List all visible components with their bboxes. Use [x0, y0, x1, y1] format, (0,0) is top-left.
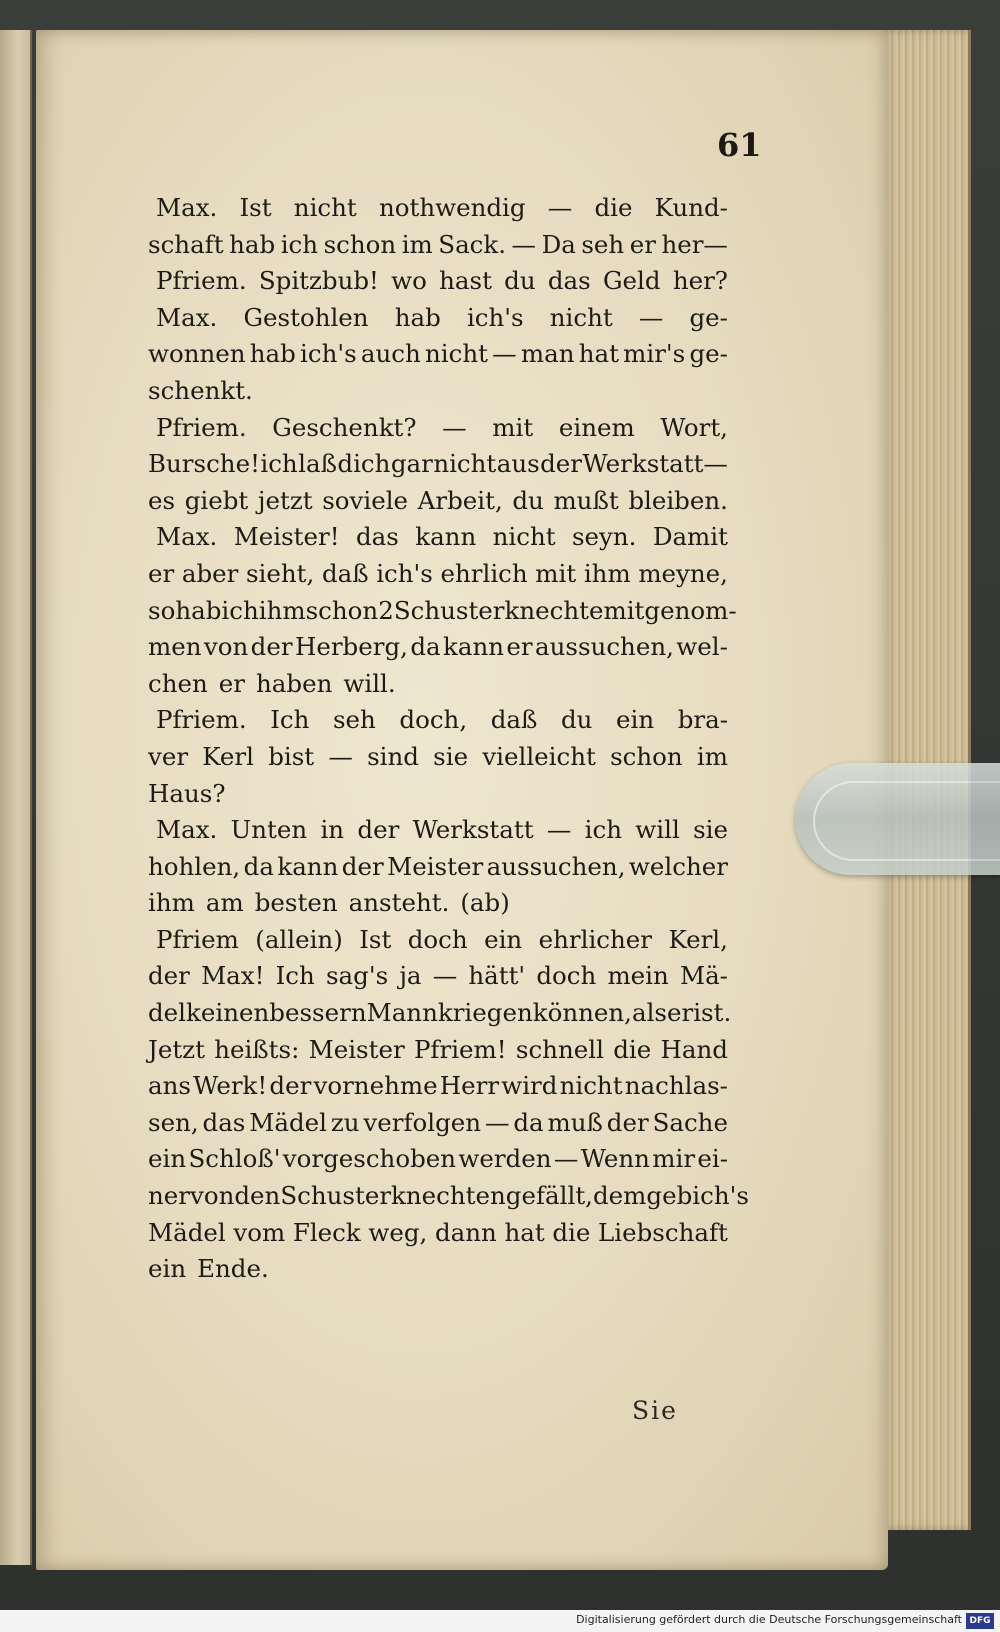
word: Meister [387, 851, 484, 881]
word: jetzt [257, 485, 313, 515]
word: heißts: [214, 1034, 300, 1064]
word: den [234, 1181, 281, 1211]
word: Sack. [438, 229, 507, 259]
page-number: 61 [717, 126, 762, 164]
text-line [148, 263, 728, 300]
text-line [148, 519, 728, 556]
word: mir [652, 1144, 696, 1174]
word: können, [532, 998, 632, 1028]
word: Schusterknechten [280, 1181, 506, 1211]
word: hat [504, 1217, 545, 1247]
word: ist. [693, 998, 732, 1028]
word: sie [693, 815, 728, 845]
word: hab [229, 229, 276, 259]
word: dann [434, 1217, 497, 1247]
word: sind [367, 741, 419, 771]
word: ihm [258, 595, 306, 625]
word: gefällt, [505, 1181, 593, 1211]
word: der [606, 1107, 649, 1137]
word: nachlas- [624, 1071, 728, 1101]
word: er [148, 558, 175, 588]
word: im [401, 229, 433, 259]
word: giebt [184, 485, 249, 515]
word: Geschenkt? [272, 412, 417, 442]
word: die [613, 1034, 652, 1064]
page-clip-highlight [813, 781, 1000, 861]
word: dich [337, 449, 391, 479]
word: Hand [660, 1034, 728, 1064]
word: die [594, 193, 633, 222]
word: Wenn [580, 1144, 650, 1174]
word: wird [501, 1071, 558, 1101]
word: schenkt. [148, 375, 253, 405]
word: Kerl [202, 741, 254, 771]
text-line [148, 629, 728, 666]
word: ich's [376, 558, 433, 588]
text-line [148, 593, 737, 630]
word: mußt [553, 485, 619, 515]
word: Geld [602, 266, 661, 296]
word: ein [484, 924, 523, 954]
word: Ist [239, 193, 272, 222]
word: hab [394, 302, 441, 332]
word: soviele [322, 485, 409, 515]
word: 2 [378, 595, 394, 625]
word: das [202, 1107, 246, 1137]
word: Kund- [654, 193, 728, 222]
word: (allein) [255, 924, 343, 954]
word: von [203, 632, 249, 662]
word: weg, [368, 1217, 428, 1247]
word: Ich [275, 961, 315, 991]
text-line [148, 1141, 728, 1178]
word: haben [256, 668, 333, 698]
text-line [148, 1215, 728, 1252]
word: aussuchen, [535, 632, 674, 662]
word: wonnen [148, 339, 246, 369]
word: hast [439, 266, 492, 296]
word: — [546, 815, 572, 845]
word: ge- [689, 339, 728, 369]
word: bra- [677, 705, 728, 735]
word: kann [415, 522, 477, 552]
word: — [484, 1107, 510, 1137]
word: chen [148, 668, 208, 698]
word: — [511, 229, 537, 259]
text-line [148, 812, 728, 849]
word: der [341, 851, 384, 881]
word: doch [536, 961, 597, 991]
word: besten [254, 888, 338, 918]
text-line [148, 373, 728, 410]
word: muß [547, 1107, 603, 1137]
word: in [320, 815, 345, 845]
word: — [553, 1144, 579, 1174]
word: nicht [425, 339, 488, 369]
word: der [540, 449, 583, 479]
text-line [148, 1105, 728, 1142]
word: Pfriem. [156, 705, 247, 735]
word: doch, [399, 705, 468, 735]
text-line [148, 190, 728, 227]
word: ich's [300, 339, 357, 369]
text-line [148, 1032, 728, 1069]
word: ans [148, 1071, 191, 1101]
word: ihm [148, 888, 195, 918]
word: ein [148, 1144, 187, 1174]
word: Pfriem. [156, 266, 247, 296]
word: her? [672, 266, 728, 296]
word: man [520, 339, 575, 369]
word: Unten [230, 815, 308, 845]
word: er [666, 998, 694, 1028]
word: er [506, 632, 533, 662]
word: auch [360, 339, 421, 369]
text-line [148, 410, 728, 447]
word: Meister [308, 1034, 405, 1064]
word: keinen [186, 998, 270, 1028]
word: ich [260, 449, 298, 479]
word: einem [558, 412, 635, 442]
word: ge- [689, 302, 728, 332]
word: Werk! [193, 1071, 268, 1101]
word: ei- [697, 1144, 728, 1174]
word: mit [492, 412, 534, 442]
word: der [269, 1071, 312, 1101]
text-line [148, 556, 728, 593]
word: daß [321, 558, 369, 588]
word: ansteht. [348, 888, 450, 918]
word: doch [407, 924, 468, 954]
text-line [148, 300, 728, 337]
word: die [552, 1217, 591, 1247]
word: — [492, 339, 517, 369]
word: her— [661, 229, 728, 259]
word: hab [175, 595, 222, 625]
word: kann [277, 851, 339, 881]
text-line [148, 702, 728, 739]
word: er [629, 229, 656, 259]
word: del [148, 998, 187, 1028]
word: dem [592, 1181, 647, 1211]
word: das [547, 266, 591, 296]
word: Mä- [679, 961, 728, 991]
word: vielleicht [482, 741, 596, 771]
word: der [148, 961, 190, 991]
word: du [504, 266, 536, 296]
word: ihm [583, 558, 631, 588]
word: als [631, 998, 667, 1028]
text-line [148, 739, 728, 776]
word: — [547, 193, 573, 222]
word: sen, [148, 1107, 199, 1137]
word: Spitzbub! [258, 266, 379, 296]
text-line [148, 885, 728, 922]
word: sie [433, 741, 469, 771]
word: — [328, 741, 353, 771]
word: schon [610, 741, 683, 771]
text-line [148, 336, 728, 373]
word: im [696, 741, 728, 771]
footer-bar [0, 1610, 1000, 1632]
word: Gestohlen [243, 302, 369, 332]
text-line [148, 446, 728, 483]
word: schnell [515, 1034, 604, 1064]
word: — [638, 302, 664, 332]
word: mit [535, 558, 577, 588]
word: Ich [270, 705, 310, 735]
word: der [250, 632, 293, 662]
word: werden [458, 1144, 552, 1174]
word: Pfriem! [413, 1034, 507, 1064]
word: nicht [433, 449, 497, 479]
word: das [355, 522, 399, 552]
left-page-edge [0, 30, 32, 1565]
word: Ende. [197, 1254, 269, 1284]
word: Max. [156, 302, 218, 332]
word: ich's [692, 1181, 749, 1211]
word: nicht [549, 302, 613, 332]
text-line [148, 483, 728, 520]
word: laß [298, 449, 337, 479]
text-line [148, 776, 728, 813]
word: meyne, [638, 558, 728, 588]
word: ehrlich [440, 558, 528, 588]
word: schon [323, 229, 397, 259]
word: Pfriem [156, 924, 239, 954]
word: Fleck [292, 1217, 361, 1247]
word: — [432, 961, 458, 991]
word: ja [399, 961, 422, 991]
word: du [512, 485, 544, 515]
word: vornehme [313, 1071, 438, 1101]
word: Max. [156, 522, 218, 552]
word: ich [584, 815, 622, 845]
word: Herberg, [294, 632, 408, 662]
word: vom [233, 1217, 286, 1247]
word: wel- [676, 632, 728, 662]
word: wo [391, 266, 427, 296]
word: Wort, [660, 412, 728, 442]
word: ein [148, 1254, 187, 1284]
word: Da [541, 229, 576, 259]
word: nicht [492, 522, 556, 552]
text-line [148, 922, 728, 959]
text-line [148, 995, 732, 1032]
word: aus [496, 449, 540, 479]
word: Jetzt [148, 1034, 205, 1064]
word: Kerl, [668, 924, 728, 954]
word: ich [221, 595, 259, 625]
word: seh [581, 229, 625, 259]
word: seh [332, 705, 376, 735]
text-line [148, 666, 728, 703]
word: hab [249, 339, 296, 369]
word: mein [607, 961, 669, 991]
word: mitgenom- [603, 595, 737, 625]
word: daß [490, 705, 538, 735]
word: ner [148, 1181, 190, 1211]
word: Mädel [148, 1217, 226, 1247]
word: Max! [201, 961, 265, 991]
word: gar [390, 449, 433, 479]
catchword: Sie [632, 1396, 678, 1425]
word: Mann [366, 998, 438, 1028]
word: nicht [293, 193, 357, 222]
word: men [148, 632, 202, 662]
word: kriegen [437, 998, 533, 1028]
text-line [148, 849, 728, 886]
word: sieht, [245, 558, 315, 588]
word: von [190, 1181, 235, 1211]
word: verfolgen [363, 1107, 482, 1137]
word: er [218, 668, 246, 698]
word: da [410, 632, 441, 662]
word: bist [268, 741, 315, 771]
word: Schloß' [188, 1144, 281, 1174]
word: zu [330, 1107, 360, 1137]
word: hohlen, [148, 851, 241, 881]
word: bessern [269, 998, 367, 1028]
word: es [148, 485, 176, 515]
word: geb [646, 1181, 693, 1211]
word: will [635, 815, 680, 845]
footer-credit: Digitalisierung gefördert durch die Deutsche Forschungsgemeinschaft [576, 1613, 962, 1626]
word: — [442, 412, 467, 442]
word: ver [148, 741, 189, 771]
word: ich [280, 229, 319, 259]
word: Liebschaft [598, 1217, 728, 1247]
word: bleiben. [628, 485, 728, 515]
word: will. [343, 668, 396, 698]
word: Werkstatt [412, 815, 534, 845]
word: Schusterknechte [393, 595, 604, 625]
text-line [148, 1251, 728, 1288]
word: aussuchen, [486, 851, 626, 881]
word: ein [616, 705, 655, 735]
word: Haus? [148, 778, 226, 808]
word: Meister! [233, 522, 340, 552]
word: Herr [439, 1071, 500, 1101]
word: Arbeit, [417, 485, 503, 515]
word: kann [443, 632, 505, 662]
word: hätt' [468, 961, 526, 991]
word: seyn. [571, 522, 637, 552]
text-line [148, 1178, 749, 1215]
word: sag's [325, 961, 389, 991]
word: schon [305, 595, 379, 625]
word: du [560, 705, 593, 735]
page-clip [795, 763, 1000, 875]
word: mir's [623, 339, 686, 369]
word: nothwendig [378, 193, 526, 222]
word: hat [578, 339, 619, 369]
word: (ab) [460, 888, 510, 918]
word: am [205, 888, 244, 918]
word: Damit [652, 522, 728, 552]
page-text [148, 190, 749, 1288]
word: Ist [359, 924, 392, 954]
word: Werkstatt— [582, 449, 728, 479]
word: Mädel [249, 1107, 327, 1137]
word: Bursche! [148, 449, 260, 479]
text-line [148, 958, 728, 995]
word: vorgeschoben [282, 1144, 457, 1174]
word: Max. [156, 193, 218, 222]
word: Max. [156, 815, 218, 845]
word: so [148, 595, 176, 625]
word: nicht [559, 1071, 623, 1101]
dfg-logo: DFG [966, 1613, 994, 1629]
text-line [148, 227, 728, 264]
word: der [357, 815, 400, 845]
word: schaft [148, 229, 224, 259]
word: da [243, 851, 274, 881]
word: Sache [652, 1107, 728, 1137]
word: ich's [466, 302, 524, 332]
word: welcher [628, 851, 728, 881]
text-line [148, 1068, 728, 1105]
word: Pfriem. [156, 412, 247, 442]
word: aber [181, 558, 239, 588]
word: da [513, 1107, 544, 1137]
word: ehrlicher [538, 924, 653, 954]
